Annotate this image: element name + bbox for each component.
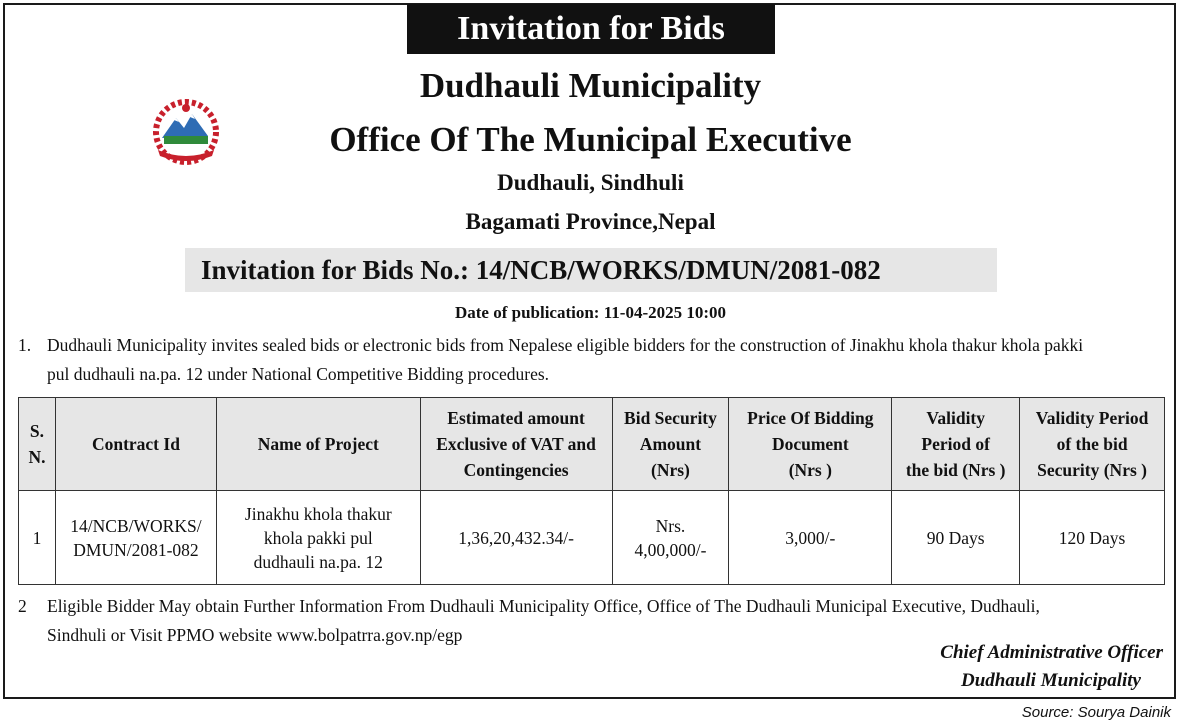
bid-number: Invitation for Bids No.: 14/NCB/WORKS/DMUN/2081-082 — [185, 248, 997, 292]
signature-org: Dudhauli Municipality — [960, 670, 1141, 691]
header-cell: Bid Security Amount (Nrs) — [612, 398, 729, 491]
header-cell: Name of Project — [216, 398, 420, 491]
table-cell: 1 — [19, 491, 56, 585]
clause-number: 1. — [18, 335, 32, 355]
bid-table — [18, 397, 1165, 585]
publication-date: Date of publication: 11-04-2025 10:00 — [454, 303, 727, 322]
header-cell: Contract Id — [55, 398, 216, 491]
header-cell: S. N. — [19, 398, 56, 491]
municipality-name: Dudhauli Municipality — [419, 66, 762, 105]
table-cell: 1,36,20,432.34/- — [420, 491, 612, 585]
office-name: Office Of The Municipal Executive — [329, 120, 852, 159]
table-cell: Jinakhu khola thakur khola pakki pul dudhauli na.pa. 12 — [216, 491, 420, 585]
table-cell: 120 Days — [1020, 491, 1165, 585]
clause-1 — [18, 331, 1168, 389]
clause-text: Dudhauli Municipality invites sealed bids or electronic bids from Nepalese eligible bidders for the construction of Jinakhu khola thakur khola pakki — [47, 335, 1084, 355]
table-cell: Nrs. 4,00,000/- — [612, 491, 729, 585]
location: Dudhauli, Sindhuli — [497, 170, 684, 195]
clause-text: Eligible Bidder May obtain Further Information From Dudhauli Municipality Office, Office of The Dudhauli Municipal Executive, Dudhauli, — [47, 596, 1040, 616]
table-row — [19, 491, 1165, 585]
table-cell: 14/NCB/WORKS/ DMUN/2081-082 — [55, 491, 216, 585]
table-cell: 90 Days — [892, 491, 1020, 585]
clause-number: 2 — [18, 596, 27, 616]
clause-text: Sindhuli or Visit PPMO website www.bolpatrra.gov.np/egp — [47, 625, 463, 645]
header-cell: Price Of Bidding Document (Nrs ) — [729, 398, 892, 491]
table-cell: 3,000/- — [729, 491, 892, 585]
province: Bagamati Province,Nepal — [465, 209, 716, 234]
signature-title: Chief Administrative Officer — [940, 642, 1163, 663]
header-cell: Validity Period of the bid Security (Nrs ) — [1020, 398, 1165, 491]
source-credit: Source: Sourya Dainik — [1021, 704, 1171, 721]
header-cell: Estimated amount Exclusive of VAT and Contingencies — [420, 398, 612, 491]
clause-text: pul dudhauli na.pa. 12 under National Competitive Bidding procedures. — [47, 364, 550, 384]
notice-title: Invitation for Bids — [407, 4, 775, 54]
header-cell: Validity Period of the bid (Nrs ) — [892, 398, 1020, 491]
table-header-row — [19, 398, 1165, 491]
